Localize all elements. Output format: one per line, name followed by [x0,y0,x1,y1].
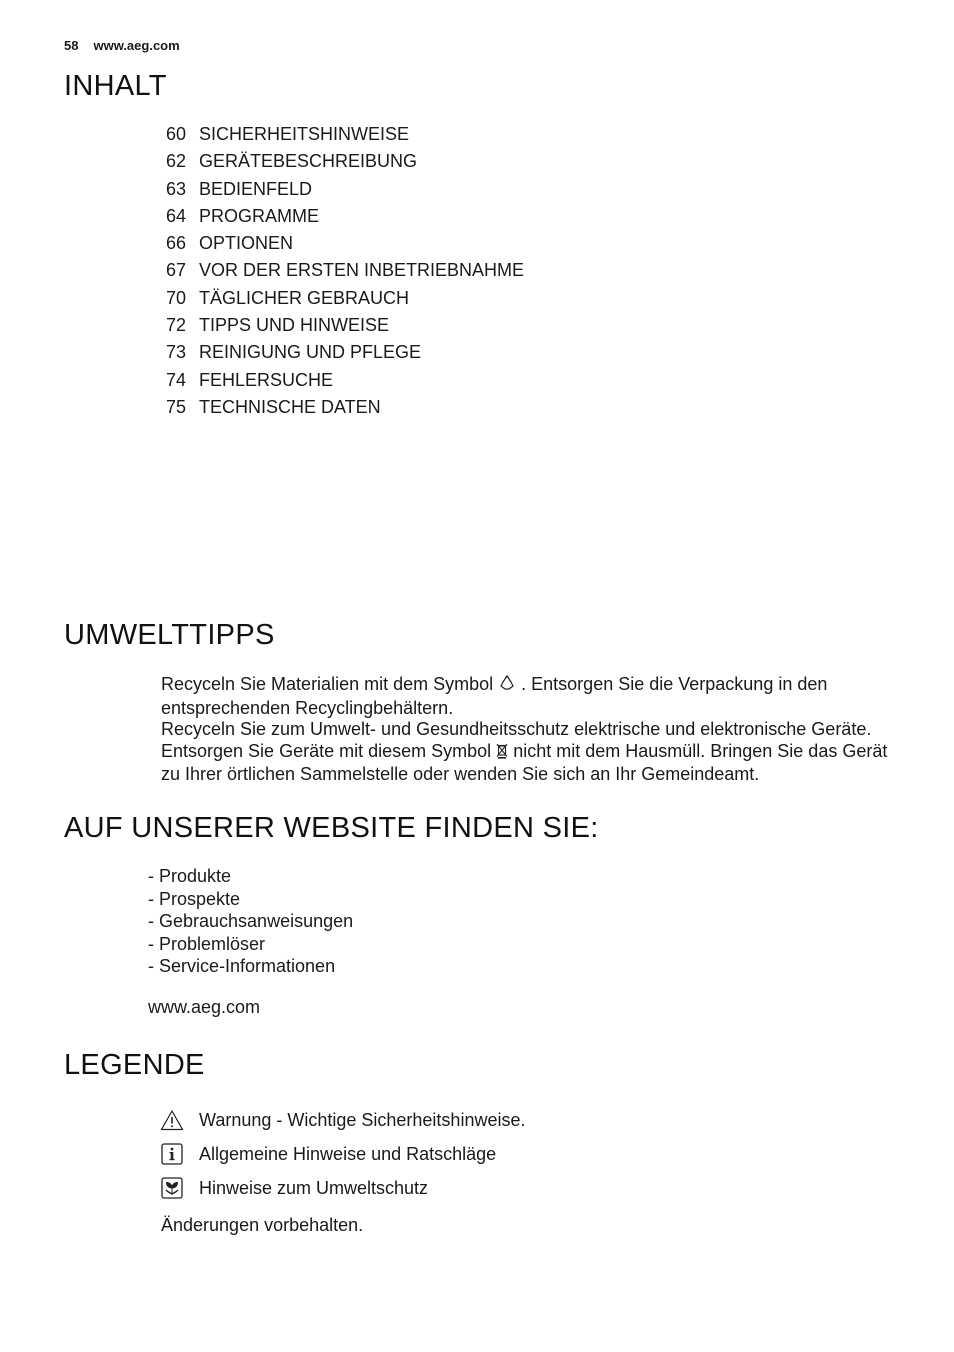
legend-label: Warnung - Wichtige Sicherheitshinweise. [199,1109,526,1130]
umwelttipps-paragraph-1: Recyceln Sie Materialien mit dem Symbol . Entsorgen Sie die Verpackung in den entsprechenden Recyclingbehältern. [161,674,828,718]
toc-label: VOR DER ERSTEN INBETRIEBNAHME [199,260,525,281]
toc-label: REINIGUNG UND PFLEGE [199,342,422,363]
legend-item-warning [160,1103,525,1137]
toc-label: FEHLERSUCHE [199,369,334,390]
list-item: - Prospekte [148,888,241,909]
toc-label: PROGRAMME [199,205,320,226]
header-site-link[interactable]: www.aeg.com [93,38,180,53]
toc-label: OPTIONEN [199,233,294,254]
umwelttipps-body [161,674,911,786]
list-item: - Produkte [148,866,232,886]
toc-page: 72 [166,315,187,336]
list-item: - Gebrauchsanweisungen [148,911,354,931]
page-header [64,38,180,53]
toc-label: SICHERHEITSHINWEISE [199,124,410,144]
footer-note: Änderungen vorbehalten. [161,1215,364,1235]
toc-page: 73 [166,342,187,363]
toc-item[interactable] [166,286,524,313]
legend-label: Allgemeine Hinweise und Ratschläge [199,1143,497,1164]
environment-icon [160,1176,184,1200]
umwelttipps-paragraph-2: Recyceln Sie zum Umwelt- und Gesundheitsschutz elektrische und elektronische Geräte. [161,719,872,739]
toc-item[interactable] [166,368,524,395]
toc-item[interactable] [166,231,524,258]
toc-page: 62 [166,151,187,172]
toc-page: 60 [166,124,187,144]
toc-label: TÄGLICHER GEBRAUCH [199,287,410,308]
toc-page: 67 [166,260,187,281]
toc-label: TECHNISCHE DATEN [199,396,381,417]
website-url-link[interactable]: www.aeg.com [148,997,261,1017]
toc-page: 66 [166,233,187,254]
toc-label: BEDIENFELD [199,178,313,199]
legend-item-info [160,1137,525,1171]
toc-page: 64 [166,205,187,226]
toc-item[interactable] [166,204,524,231]
toc-item[interactable] [166,122,524,149]
section-title-inhalt: INHALT [64,70,167,102]
section-title-legende: LEGENDE [64,1049,205,1081]
toc-page: 63 [166,178,187,199]
warning-icon [160,1108,184,1132]
toc-item[interactable] [166,340,524,367]
list-item: - Problemlöser [148,933,266,954]
toc-label: TIPPS UND HINWEISE [199,315,390,336]
toc-label: GERÄTEBESCHREIBUNG [199,151,418,172]
page-number: 58 [64,38,79,53]
umwelttipps-paragraph-3: Entsorgen Sie Geräte mit diesem Symbol nicht mit dem Hausmüll. Bringen Sie das Gerät zu Ihrer örtlichen Sammelstelle oder wenden Sie sich an Ihr Gemeindeamt. [161,740,888,784]
toc-item[interactable] [166,149,524,176]
toc-item[interactable] [166,313,524,340]
toc-item[interactable] [166,395,524,422]
recycling-icon [498,674,516,698]
toc-item[interactable] [166,258,524,285]
toc-page: 75 [166,396,187,417]
toc-page: 70 [166,287,187,308]
table-of-contents [166,122,524,422]
section-title-umwelttipps: UMWELTTIPPS [64,619,275,651]
crossed-bin-icon [496,742,508,765]
section-title-website: AUF UNSERER WEBSITE FINDEN SIE: [64,812,599,844]
legend-list [160,1103,525,1205]
legend-item-environment [160,1171,525,1205]
list-item: - Service-Informationen [148,956,336,976]
website-list [148,865,353,978]
info-icon [160,1142,184,1166]
toc-item[interactable] [166,177,524,204]
toc-page: 74 [166,369,187,390]
legend-label: Hinweise zum Umweltschutz [199,1177,429,1198]
